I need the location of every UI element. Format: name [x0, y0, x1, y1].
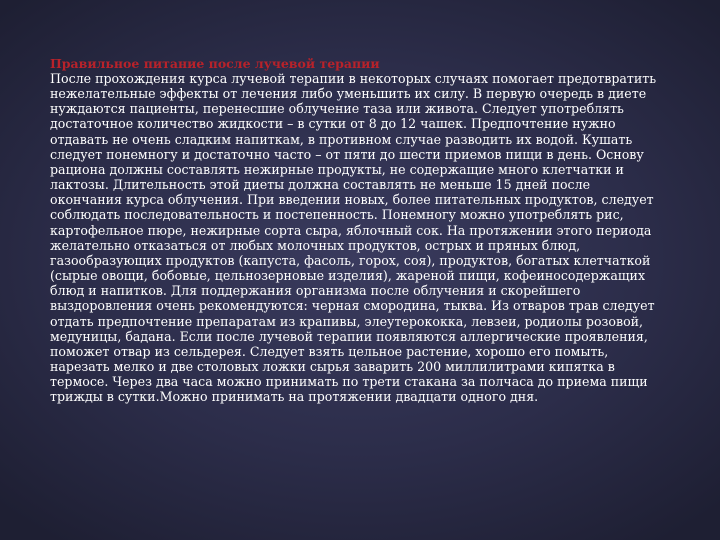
- slide-title: Правильное питание после лучевой терапии: [50, 56, 380, 71]
- slide-body-text: После прохождения курса лучевой терапии в некоторых случаях помогает предотвратить нежелательные эффекты от лечения либо уменьшить их силу. В первую очередь в диете нуждаются пациенты, перенесшие облучение таза или живота. Следует употреблять достаточное количество жидкости – в сутки от 8 до 12 чашек. Предпочтение нужно отдавать не очень сладким напиткам, в противном случае разводить их водой. Кушать следует понемногу и достаточно часто – от пяти до шести приемов пищи в день. Основу рациона должны составлять нежирные продукты, не содержащие много клетчатки и лактозы. Длительность этой диеты должна составлять не меньше 15 дней после окончания курса облучения. При введении новых, более питательных продуктов, следует соблюдать последовательность и постепенность. Понемногу можно употреблять рис, картофельное пюре, нежирные сорта сыра, яблочный сок. На протяжении этого периода желательно отказаться от любых молочных продуктов, острых и пряных блюд, газообразующих продуктов (капуста, фасоль, горох, соя), продуктов, богатых клетчаткой (сырые овощи, бобовые, цельнозерновые изделия), жареной пищи, кофеиносодержащих блюд и напитков. Для поддержания организма после облучения и скорейшего выздоровления очень рекомендуются: черная смородина, тыква. Из отваров трав следует отдать предпочтение препаратам из крапивы, элеутерококка, левзеи, родиолы розовой, медуницы, бадана. Если после лучевой терапии появляются аллергические проявления, поможет отвар из сельдерея. Следует взять цельное растение, хорошо его помыть, нарезать мелко и две столовых ложки сырья заварить 200 миллилитрами кипятка в термосе. Через два часа можно принимать по трети стакана за полчаса до приема пищи трижды в сутки.Можно принимать на протяжении двадцати одного дня.: [50, 71, 657, 405]
- slide-content: [50, 56, 665, 404]
